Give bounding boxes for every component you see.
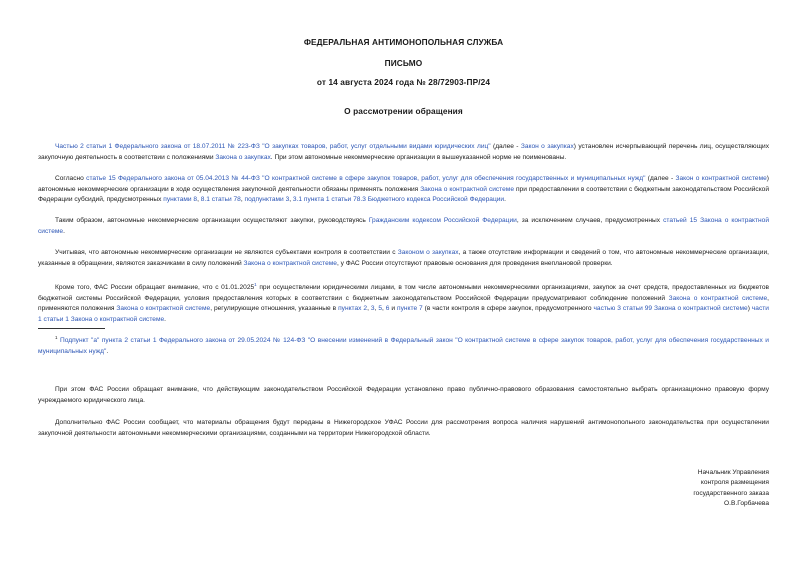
document-type: ПИСЬМО	[384, 58, 423, 68]
footnote-1: $^1$ Подпункт "а" пункта 2 статьи 1 Федерального закона от 29.05.2024 № 124-ФЗ "О внесении изменений в Федеральный закон "О контрактной системе в сфере закупок товаров, работ, услуг для обеспечения государственных и муниципальных нужд".	[38, 335, 769, 355]
link-223fz-article-2[interactable]: Частью 2 статьи 1 Федерального закона от 18.07.2011 № 223-ФЗ "О закупках товаров, работ, услуг отдельными видами юридических лиц"	[55, 143, 491, 150]
document-subject: О рассмотрении обращения	[344, 106, 463, 116]
link-zakon-o-zakupkah-3[interactable]: Законом о закупках	[397, 249, 459, 256]
paragraph-6: При этом ФАС России обращает внимание, что действующим законодательством Российской Федерации установлено право публично-правового образования самостоятельно выбрать организационно правовую форму учреждаемого юридического лица.	[38, 386, 769, 404]
signature-block	[693, 468, 769, 509]
link-zakon-o-zakupkah-2[interactable]: Закона о закупках	[215, 153, 271, 161]
link-punkt-7[interactable]: пункте 7	[397, 305, 423, 313]
link-zakon-o-ks-4[interactable]: Закона о контрактной системе	[668, 294, 768, 302]
footnote-number: 1	[55, 335, 58, 340]
link-civil-code[interactable]: Гражданским кодексом Российской Федерации	[368, 217, 517, 224]
link-8-1-statya-78[interactable]: 8.1 статьи 78	[200, 196, 241, 204]
signature-name: О.В.Горбачева	[724, 499, 769, 507]
signature-title-line-3: государственного заказа	[693, 489, 769, 497]
paragraph-2: Согласно статье 15 Федерального закона от 05.04.2013 № 44-ФЗ "О контрактной системе в сфере закупок товаров, работ, услуг для обеспечения государственных и муниципальных нужд" (далее - Закон о контрактной системе) автономные некоммерческие организации в ходе осуществления закупочной деятельности обязаны применять положения Закона о контрактной системе при предоставлении в соответствии с бюджетным законодательством Российской Федерации субсидий, предусмотренных пунктами 8, 8.1 статьи 78, подпунктами 3, 3.1 пункта 1 статьи 78.3 Бюджетного кодекса Российской Федерации.	[38, 175, 770, 204]
link-124fz[interactable]: Подпункт "а" пункта 2 статьи 1 Федерального закона от 29.05.2024 № 124-ФЗ "О внесении изменений в Федеральный закон "О контрактной системе в сфере закупок товаров, работ, услуг для обеспечения государственных и муниципальных нужд"	[38, 337, 769, 355]
link-punkt-2[interactable]: пунктах 2	[338, 305, 368, 313]
footnote-divider	[38, 328, 105, 329]
link-statya-15-zakon-o-ks[interactable]: статьей 15 Закона о контрактной системе	[38, 217, 769, 235]
link-budget-code-78-3[interactable]: 3.1 пункта 1 статьи 78.3 Бюджетного кодекса Российской Федерации	[292, 196, 505, 204]
link-zakon-o-ks-2[interactable]: Закона о контрактной системе	[420, 185, 514, 193]
link-podpunkt-3[interactable]: подпунктами 3	[244, 196, 290, 204]
link-zakon-o-ks-3[interactable]: Закона о контрактной системе	[243, 259, 337, 267]
link-punkt-6[interactable]: 6	[385, 305, 390, 313]
link-punkt-5[interactable]: 5	[378, 305, 382, 313]
paragraph-1: Частью 2 статьи 1 Федерального закона от 18.07.2011 № 223-ФЗ "О закупках товаров, работ, услуг отдельными видами юридических лиц" (далее - Закон о закупках) установлен исчерпывающий перечень лиц, осуществляющих закупочную деятельность в соответствии с положениями Закона о закупках. При этом автономные некоммерческие организации в вышеуказанной норме не поименованы.	[38, 143, 770, 161]
paragraph-5: Кроме того, ФАС России обращает внимание, что с 01.01.2025$^1$ при осуществлении юридическими лицами, в том числе автономными некоммерческими организациями, закупок за счет средств, предоставленных из бюджетов бюджетной системы Российской Федерации, условия предоставления которых в соответствии с бюджетным законодательством Российской Федерации предусматривают соблюдение положений Закона о контрактной системе, применяются положения Закона о контрактной системе, регулирующие отношения, указанные в пунктах 2, 3, 5, 6 и пункте 7 (в части контроля в сфере закупок, предусмотренного частью 3 статьи 99 Закона о контрактной системе) части 1 статьи 1 Закона о контрактной системе.	[38, 282, 770, 323]
link-chast-3-statya-99[interactable]: частью 3 статьи 99 Закона о контрактной системе	[593, 305, 748, 313]
link-chast-1-statya-1[interactable]: части 1 статьи 1 Закона о контрактной системе	[38, 305, 769, 323]
link-zakon-o-ks[interactable]: Закон о контрактной системе	[675, 175, 767, 182]
footnote-reference[interactable]: 1	[254, 282, 257, 287]
link-44fz-article-15[interactable]: статье 15 Федерального закона от 05.04.2013 № 44-ФЗ "О контрактной системе в сфере закупок товаров, работ, услуг для обеспечения государственных и муниципальных нужд"	[86, 175, 646, 182]
link-zakon-o-zakupkah[interactable]: Закон о закупках	[520, 143, 574, 150]
link-punkt-3[interactable]: 3	[370, 305, 375, 313]
signature-title-line-2: контроля размещения	[700, 479, 769, 487]
paragraph-7: Дополнительно ФАС России сообщает, что материалы обращения будут переданы в Нижегородское УФАС России для рассмотрения вопроса наличия нарушений антимонопольного законодательства при осуществлении закупочной деятельности автономными некоммерческими организациями, созданными на территории Нижегородской области.	[38, 419, 769, 437]
signature-title-line-1: Начальник Управления	[697, 469, 769, 476]
paragraph-4: Учитывая, что автономные некоммерческие организации не являются субъектами контроля в соответствии с Законом о закупках, а также отсутствие информации и сведений о том, что автономные некоммерческие организации, указанные в обращении, являются заказчиками в силу положений Закона о контрактной системе, у ФАС России отсутствуют правовые основания для проведения внеплановой проверки.	[38, 249, 769, 267]
paragraph-3: Таким образом, автономные некоммерческие организации осуществляют закупки, руководствуясь Гражданским кодексом Российской Федерации, за исключением случаев, предусмотренных статьей 15 Закона о контрактной системе.	[38, 217, 769, 235]
org-name: ФЕДЕРАЛЬНАЯ АНТИМОНОПОЛЬНАЯ СЛУЖБА	[303, 37, 504, 47]
document-date-number: от 14 августа 2024 года № 28/72903-ПР/24	[316, 77, 491, 87]
link-punkt-8[interactable]: пунктами 8	[163, 196, 198, 204]
link-zakon-o-ks-5[interactable]: Закона о контрактной системе	[116, 305, 211, 313]
